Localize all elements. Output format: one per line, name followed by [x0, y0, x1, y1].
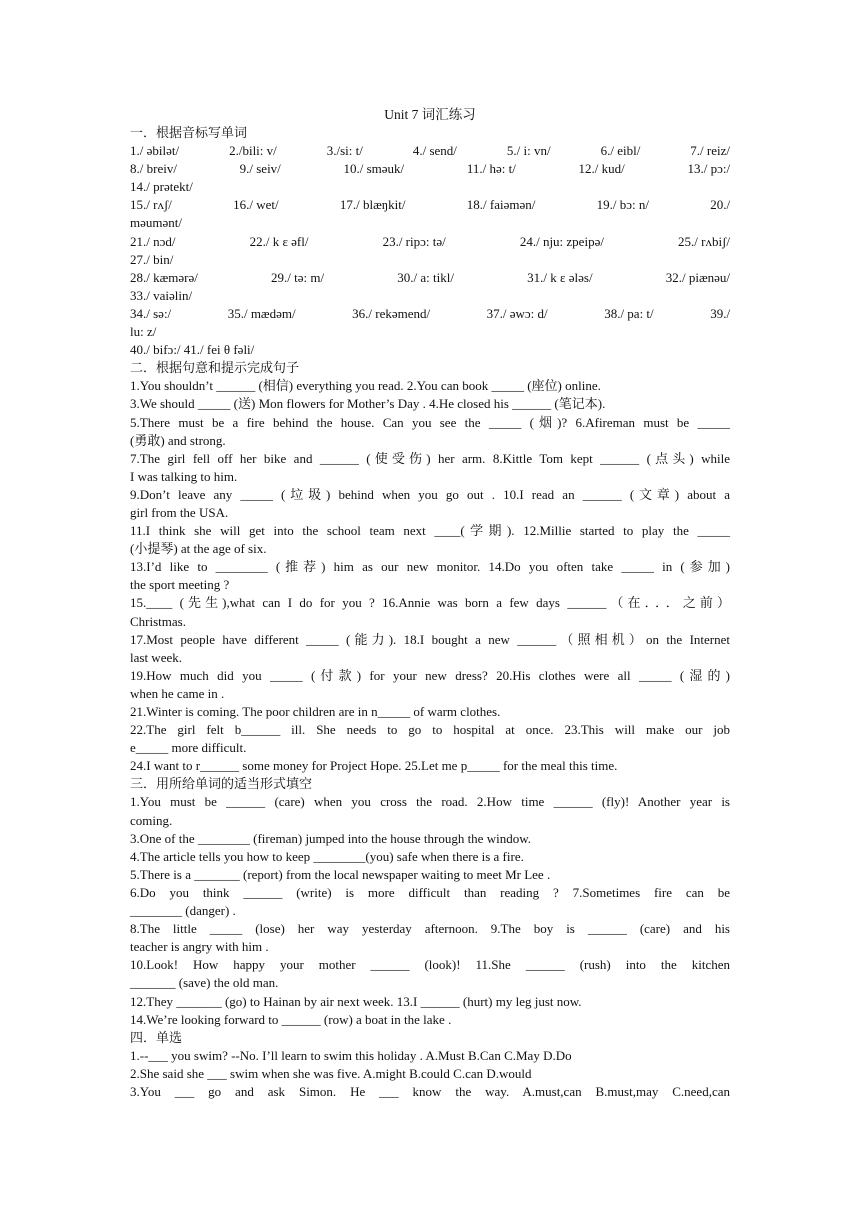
phonetic-item: 35./ mædəm/	[227, 305, 296, 321]
text-line: coming.	[130, 812, 173, 828]
text-line: 3.You ___ go and ask Simon. He ___ know the way. A.must,can B.must,may C.need,can	[130, 1083, 730, 1099]
phonetic-item: 24./ nju: zpeipə/	[519, 233, 604, 249]
phonetic-row	[130, 160, 730, 178]
text-line: 6.Do you think ______ (write) is more difficult than reading ? 7.Sometimes fire can be	[130, 884, 730, 900]
phonetic-item: 18./ faiəmən/	[466, 197, 536, 213]
text-line: I was talking to him.	[130, 468, 238, 484]
phonetic-item: 3./si: t/	[326, 143, 363, 159]
phonetic-item: 37./ əwɔ: d/	[486, 305, 548, 321]
text-line: 四．单选	[130, 1029, 183, 1045]
text-line: 14./ prətekt/	[130, 179, 193, 195]
text-line: when he came in .	[130, 685, 225, 701]
text-line: 7.The girl fell off her bike and ______ (使受伤) her arm. 8.Kittle Tom kept ______ (点头) while	[130, 450, 730, 466]
phonetic-row	[130, 142, 730, 160]
text-line: e_____ more difficult.	[130, 740, 247, 756]
phonetic-item: 20./	[710, 197, 731, 213]
text-line: məumənt/	[130, 215, 182, 231]
phonetic-item: 17./ blæŋkit/	[339, 197, 406, 213]
text-line: 三．用所给单词的适当形式填空	[130, 776, 313, 792]
text-line: 4.The article tells you how to keep ________(you) safe when there is a fire.	[130, 848, 524, 864]
text-line: 9.Don’t leave any _____ (垃圾) behind when you go out . 10.I read an ______ (文章) about a	[130, 486, 730, 502]
text-line: 3.One of the ________ (fireman) jumped into the house through the window.	[130, 830, 531, 846]
text-line: 22.The girl felt b______ ill. She needs to go to hospital at once. 23.This will make our job	[130, 722, 730, 738]
text-line: 15.____ (先生),what can I do for you ? 16.Annie was born a few days ______（在．．．之前）	[130, 595, 730, 611]
text-line: lu: z/	[130, 324, 157, 340]
text-line: 12.They _______ (go) to Hainan by air next week. 13.I ______ (hurt) my leg just now.	[130, 993, 582, 1009]
phonetic-item: 31./ k ɛ ələs/	[527, 269, 593, 285]
phonetic-item: 15./ rʌʃ/	[130, 197, 172, 213]
text-line: 33./ vaiəlin/	[130, 287, 193, 303]
text-line: 5.There must be a fire behind the house. Can you see the _____ (烟)? 6.Afireman must be _____	[130, 414, 730, 430]
text-line: the sport meeting ?	[130, 577, 230, 593]
phonetic-item: 29./ tə: m/	[271, 269, 325, 285]
text-line: 2.She said she ___ swim when she was five. A.might B.could C.can D.would	[130, 1065, 532, 1081]
phonetic-row	[130, 305, 730, 323]
text-line: teacher is angry with him .	[130, 939, 269, 955]
phonetic-item: 12./ kud/	[578, 161, 625, 177]
phonetic-item: 4./ send/	[412, 143, 457, 159]
document-body	[130, 124, 730, 1101]
text-line: 10.Look! How happy your mother ______ (look)! 11.She ______ (rush) into the kitchen	[130, 957, 730, 973]
text-line: (小提琴) at the age of six.	[130, 541, 267, 557]
text-line: 1.You shouldn’t ______ (相信) everything you read. 2.You can book _____ (座位) online.	[130, 378, 601, 394]
page-title: Unit 7 词汇练习	[384, 107, 476, 122]
phonetic-item: 9./ seiv/	[239, 161, 281, 177]
phonetic-item: 19./ bɔ: n/	[596, 197, 649, 213]
text-line: Christmas.	[130, 613, 186, 629]
phonetic-item: 13./ pɔ:/	[687, 161, 731, 177]
text-line: 二．根据句意和提示完成句子	[130, 360, 300, 376]
phonetic-item: 23./ ripɔ: tə/	[382, 233, 446, 249]
phonetic-item: 28./ kæmərə/	[130, 269, 198, 285]
text-line: 19.How much did you _____ (付款) for your new dress? 20.His clothes were all _____ (湿的)	[130, 667, 730, 683]
phonetic-item: 30./ a: tikl/	[397, 269, 454, 285]
text-line: 5.There is a _______ (report) from the local newspaper waiting to meet Mr Lee .	[130, 866, 551, 882]
phonetic-row	[130, 233, 730, 251]
phonetic-item: 38./ pa: t/	[604, 305, 654, 321]
text-line: 27./ bin/	[130, 251, 174, 267]
phonetic-item: 25./ rʌbiʃ/	[678, 233, 731, 249]
text-line: ________ (danger) .	[130, 903, 236, 919]
phonetic-item: 8./ breiv/	[130, 161, 177, 177]
phonetic-item: 32./ piænəu/	[665, 269, 730, 285]
phonetic-item: 2./bili: v/	[229, 143, 277, 159]
text-line: (勇敢) and strong.	[130, 432, 226, 448]
phonetic-item: 39./	[710, 305, 731, 321]
phonetic-item: 6./ eibl/	[600, 143, 641, 159]
phonetic-item: 34./ sə:/	[130, 305, 172, 321]
phonetic-item: 21./ nɔd/	[130, 233, 176, 249]
text-line: 24.I want to r______ some money for Project Hope. 25.Let me p_____ for the meal this time.	[130, 758, 618, 774]
text-line: 21.Winter is coming. The poor children are in n_____ of warm clothes.	[130, 704, 501, 719]
text-line: 11.I think she will get into the school team next ____(学期). 12.Millie started to play the _____	[130, 523, 730, 539]
phonetic-item: 1./ əbilət/	[130, 143, 180, 159]
text-line: girl from the USA.	[130, 504, 229, 520]
text-line: _______ (save) the old man.	[130, 975, 279, 991]
phonetic-item: 36./ rekəmend/	[352, 305, 431, 321]
phonetic-item: 16./ wet/	[233, 197, 279, 213]
text-line: 1.You must be ______ (care) when you cross the road. 2.How time ______ (fly)! Another year is	[130, 794, 730, 810]
text-line: 13.I’d like to ________ (推荐) him as our new monitor. 14.Do you often take _____ in (参加)	[130, 559, 730, 575]
text-line: 14.We’re looking forward to ______ (row) a boat in the lake .	[130, 1011, 452, 1027]
phonetic-item: 7./ reiz/	[690, 143, 731, 159]
phonetic-item: 22./ k ɛ əfl/	[249, 233, 309, 249]
phonetic-item: 10./ sməuk/	[343, 161, 405, 177]
phonetic-item: 11./ hə: t/	[466, 161, 516, 177]
phonetic-row	[130, 269, 730, 287]
text-line: 17.Most people have different _____ (能力). 18.I bought a new ______（照相机）on the Internet	[130, 631, 730, 647]
phonetic-item: 5./ i: vn/	[506, 143, 551, 159]
text-line: 40./ bifɔ:/ 41./ fei θ fəli/	[130, 342, 255, 358]
text-line: 1.--___ you swim? --No. I’ll learn to swim this holiday . A.Must B.Can C.May D.Do	[130, 1047, 572, 1063]
text-line: 一．根据音标写单词	[130, 125, 248, 140]
phonetic-row	[130, 196, 730, 214]
text-line: 3.We should _____ (送) Mon flowers for Mother’s Day . 4.He closed his ______ (笔记本).	[130, 396, 606, 412]
text-line: 8.The little _____ (lose) her way yesterday afternoon. 9.The boy is ______ (care) and his	[130, 921, 730, 937]
text-line: last week.	[130, 649, 182, 665]
